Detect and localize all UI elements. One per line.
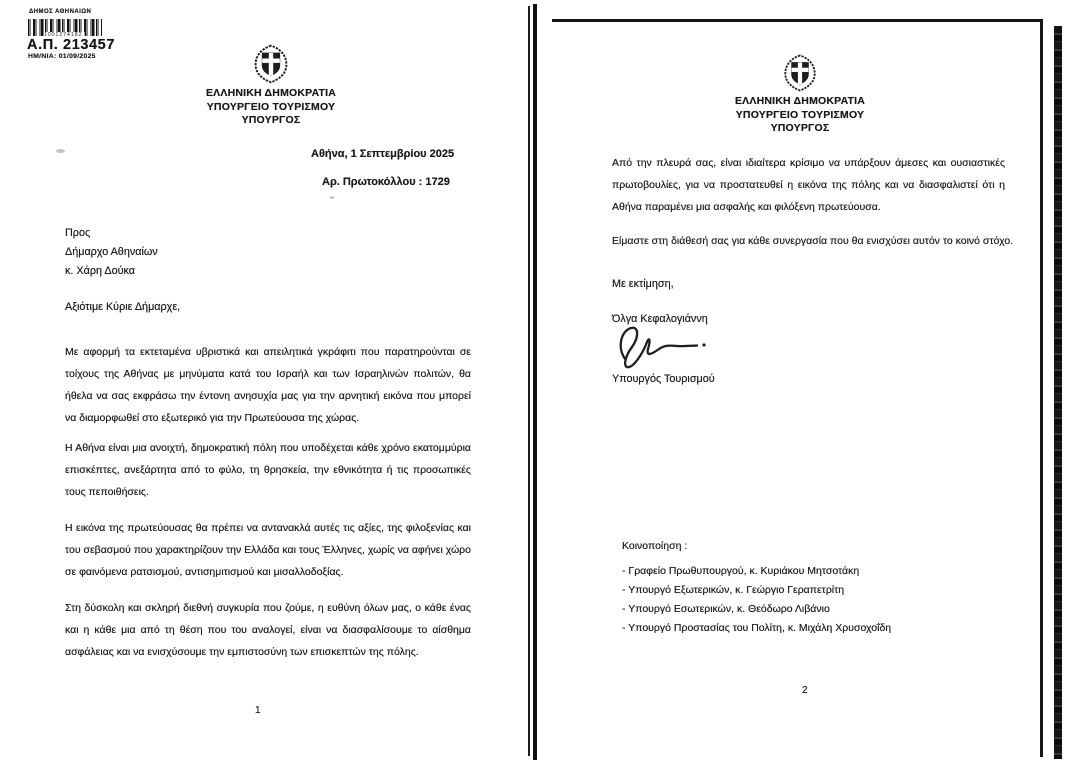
- cc-item: - Γραφείο Πρωθυπουργού, κ. Κυριάκου Μητσοτάκη: [622, 565, 860, 577]
- letterhead-office: ΥΠΟΥΡΓΟΣ: [770, 122, 830, 134]
- letterhead-page2: [690, 54, 910, 136]
- signature: [613, 323, 709, 371]
- page-number-1: 1: [255, 705, 261, 716]
- body-paragraph-3: Η εικόνα της πρωτεύουσας θα πρέπει να αντανακλά αυτές τις αξίες, της φιλοξενίας και του σεβασμού που χαρακτηρίζουν την Ελλάδα και τους Έλληνες, χωρίς να αφήνει χώρο σε φαινόμενα ρατσισμού, αντισημιτισμού και μισαλλοδοξίας.: [65, 522, 471, 578]
- body-paragraph-4: Στη δύσκολη και σκληρή διεθνή συγκυρία που ζούμε, η ευθύνη όλων μας, ο κάθε ένας και η κάθε μια από τη θέση που του αναλογεί, είναι να διασφαλίσουμε το αίσθημα ασφάλειας και να ενισχύσουμε την εμπιστοσύνη των επισκεπτών της πόλης.: [65, 602, 471, 658]
- page-divider-line: [533, 4, 537, 760]
- signer-name: Όλγα Κεφαλογιάννη: [612, 313, 708, 325]
- cc-item: - Υπουργό Προστασίας του Πολίτη, κ. Μιχάλη Χρυσοχοΐδη: [622, 622, 892, 634]
- recipient-title: Δήμαρχο Αθηναίων: [65, 246, 158, 258]
- protocol-line: Αρ. Πρωτοκόλλου : 1729: [322, 176, 450, 188]
- scan-artifact: [330, 196, 334, 199]
- greek-emblem-icon: [249, 44, 293, 84]
- closing: Με εκτίμηση,: [612, 278, 674, 290]
- letterhead-ministry: ΥΠΟΥΡΓΕΙΟ ΤΟΥΡΙΣΜΟΥ: [735, 108, 865, 121]
- cc-heading: Κοινοποίηση :: [622, 540, 688, 552]
- cc-list: [622, 562, 891, 638]
- page-2-scan-border-right: [1040, 19, 1043, 757]
- body-paragraph-2: Η Αθήνα είναι μια ανοιχτή, δημοκρατική πόλη που υποδέχεται κάθε χρόνο εκατομμύρια επισκέπτες, ανεξάρτητα από το φύλο, τη θρησκεία, την εθνικότητα ή τις προσωπικές τους πεποιθήσεις.: [65, 442, 471, 498]
- recipient-block: [65, 224, 158, 281]
- scan-artifact: [56, 149, 65, 153]
- greek-emblem-icon: [779, 54, 821, 92]
- stamp-municipality: ΔΗΜΟΣ ΑΘΗΝΑΙΩΝ: [29, 9, 92, 15]
- page-number-2: 2: [802, 685, 808, 696]
- letterhead-country: ΕΛΛΗΝΙΚΗ ΔΗΜΟΚΡΑΤΙΑ: [205, 87, 337, 99]
- stamp-date: ΗΜ/ΝΙΑ: 01/09/2025: [28, 53, 96, 60]
- stamp-protocol-number: Α.Π. 213457: [27, 37, 116, 53]
- scan-edge-band: [1054, 26, 1062, 759]
- date-line: Αθήνα, 1 Σεπτεμβρίου 2025: [311, 148, 455, 160]
- recipient-name: κ. Χάρη Δούκα: [65, 265, 136, 277]
- body-paragraph-1: Με αφορμή τα εκτεταμένα υβριστικά και απειλητικά γκράφιτι που παρατηρούνται σε τοίχους της Αθήνας με μηνύματα κατά του Ισραήλ και των Ισραηλινών πολιτών, θα ήθελα να σας εκφράσω την έντονη ανησυχία μας για την αρνητική εικόνα που μπορεί να διαμορφωθεί στο εξωτερικό για την Πρωτεύουσα της χώρας.: [65, 346, 471, 424]
- letterhead-office: ΥΠΟΥΡΓΟΣ: [241, 114, 301, 126]
- recipient-to: Προς: [65, 227, 91, 239]
- page-divider-line: [528, 6, 530, 756]
- salutation: Αξιότιμε Κύριε Δήμαρχε,: [65, 301, 181, 313]
- page-2-scan-border-top: [552, 19, 1043, 22]
- letterhead-page1: [161, 44, 381, 128]
- barcode-number: 001274182: [47, 32, 83, 38]
- cc-item: - Υπουργό Εσωτερικών, κ. Θεόδωρο Λιβάνιο: [622, 603, 830, 615]
- signer-title: Υπουργός Τουρισμού: [612, 373, 715, 385]
- body-paragraph-6: Είμαστε στη διάθεσή σας για κάθε συνεργασία που θα ενισχύσει αυτόν το κοινό στόχο.: [612, 235, 1014, 247]
- cc-item: - Υπουργό Εξωτερικών, κ. Γεώργιο Γεραπετρίτη: [622, 584, 845, 596]
- letterhead-ministry: ΥΠΟΥΡΓΕΙΟ ΤΟΥΡΙΣΜΟΥ: [206, 100, 336, 113]
- body-paragraph-5: Από την πλευρά σας, είναι ιδιαίτερα κρίσιμο να υπάρξουν άμεσες και ουσιαστικές πρωτοβουλίες, για να προστατευθεί η εικόνα της πόλης και να διασφαλιστεί ότι η Αθήνα παραμένει μια ασφαλής και φιλόξενη πρωτεύουσα.: [612, 157, 1005, 213]
- barcode-icon: [28, 19, 102, 36]
- letterhead-country: ΕΛΛΗΝΙΚΗ ΔΗΜΟΚΡΑΤΙΑ: [734, 95, 866, 107]
- signature-icon: [613, 323, 709, 371]
